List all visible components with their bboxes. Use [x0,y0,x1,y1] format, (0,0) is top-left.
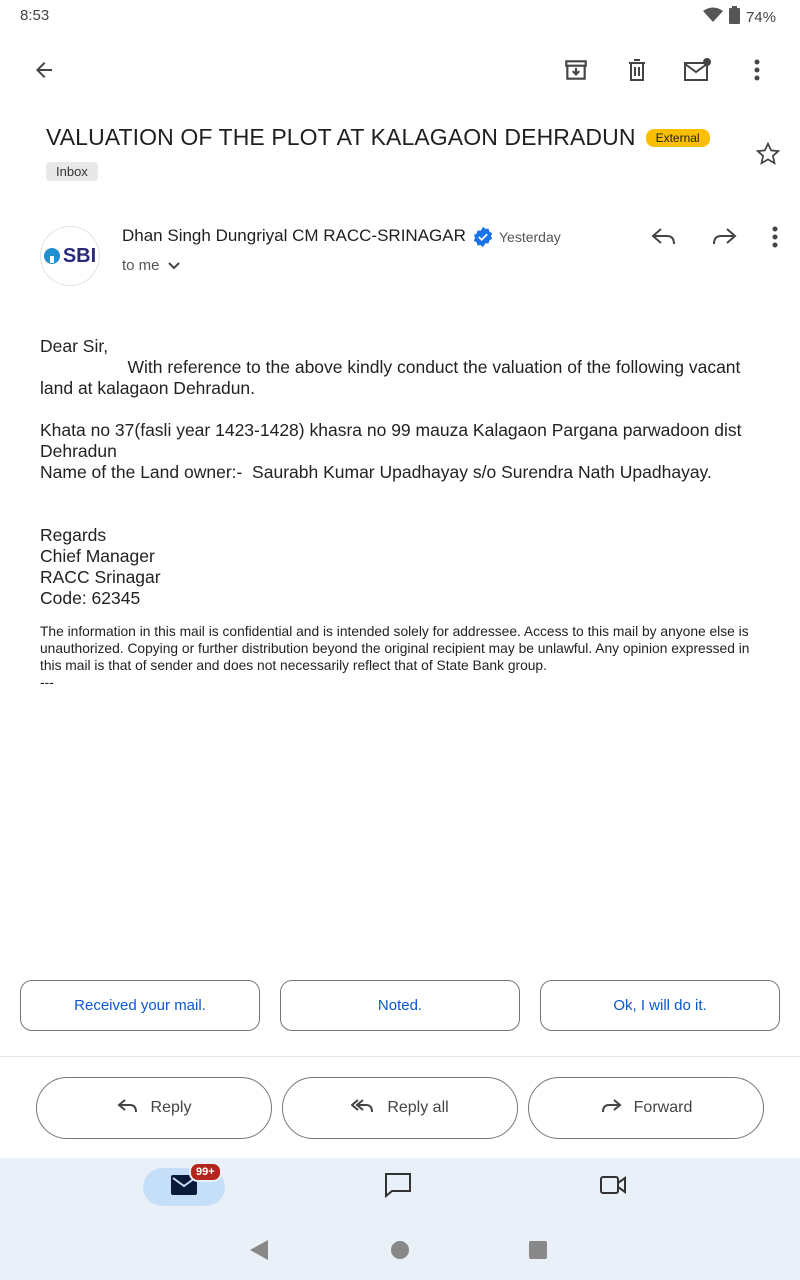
system-recents-icon[interactable] [526,1238,550,1262]
status-right [703,6,776,28]
external-badge: External [646,129,710,147]
system-back-icon[interactable] [247,1238,271,1262]
greeting: Dear Sir, [40,336,109,356]
email-subject: VALUATION OF THE PLOT AT KALAGAON DEHRADUN [46,124,636,150]
back-arrow-icon[interactable] [20,46,68,94]
more-vert-icon[interactable] [760,216,790,258]
forward-icon [600,1098,622,1119]
nav-mail[interactable] [143,1168,225,1206]
status-time: 8:53 [20,7,50,24]
chevron-down-icon [168,257,180,274]
mail-badge: 99+ [189,1162,222,1182]
reply-all-button[interactable] [282,1077,518,1139]
sender-actions [640,216,790,258]
body-paragraph: Name of the Land owner:- Saurabh Kumar Upadhayay s/o Surendra Nath Upadhayay. [40,462,712,482]
signature-line: Chief Manager [40,546,155,566]
reply-label: Reply [150,1099,192,1116]
wifi-icon [703,7,723,27]
disclaimer-text: The information in this mail is confidential and is intended solely for addressee. Access to this mail by anyone else is unauthorized. Copying or further distribution beyond the original recipient may be unlawful. Any opinion expressed in this mail is that of sender and does not necessarily reflect that of State Bank group. [40,624,754,673]
disclaimer-dashes: --- [40,675,54,690]
avatar[interactable] [40,226,100,286]
inbox-label-chip[interactable]: Inbox [46,162,98,181]
signature-line: Regards [40,525,107,545]
disclaimer [40,623,770,691]
reply-icon[interactable] [640,216,688,258]
forward-button[interactable] [528,1077,764,1139]
top-toolbar [0,40,800,100]
system-navigation [0,1228,800,1272]
star-icon[interactable] [752,138,784,170]
archive-icon[interactable] [552,46,600,94]
divider [0,1056,800,1057]
nav-meet[interactable] [572,1168,654,1206]
signature-line: Code: 62345 [40,588,141,608]
smart-reply-button[interactable]: Noted. [280,980,520,1031]
sbi-logo-icon [44,248,60,264]
recipient-details[interactable] [122,257,180,274]
mark-unread-icon[interactable] [674,46,722,94]
system-home-icon[interactable] [388,1238,412,1262]
forward-label: Forward [633,1099,693,1116]
subject-row [46,124,746,151]
battery-level: 74% [745,8,776,26]
sender-row [40,222,780,286]
body-paragraph: With reference to the above kindly conduct the valuation of the following vacant land at kalagaon Dehradun. [40,357,746,398]
more-vert-icon[interactable] [733,46,781,94]
sender-time: Yesterday [499,229,561,245]
action-buttons [36,1077,764,1139]
smart-replies [20,980,780,1031]
sender-name[interactable]: Dhan Singh Dungriyal CM RACC-SRINAGAR [122,226,466,245]
chat-icon [384,1172,412,1203]
to-me-label: to me [122,257,160,274]
meet-icon [599,1174,627,1201]
delete-icon[interactable] [613,46,661,94]
avatar-text: SBI [62,244,97,267]
reply-icon [117,1098,139,1119]
nav-chat[interactable] [357,1168,439,1206]
reply-button[interactable] [36,1077,272,1139]
forward-icon[interactable] [700,216,748,258]
body-paragraph: Khata no 37(fasli year 1423-1428) khasra no 99 mauza Kalagaon Pargana parwadoon dist Dehradun [40,420,747,461]
email-body [40,336,770,691]
verified-icon [472,226,494,248]
smart-reply-button[interactable]: Received your mail. [20,980,260,1031]
signature-line: RACC Srinagar [40,567,161,587]
status-bar [0,0,800,32]
reply-all-icon [351,1098,375,1119]
battery-icon [729,6,740,28]
smart-reply-button[interactable]: Ok, I will do it. [540,980,780,1031]
reply-all-label: Reply all [387,1099,449,1116]
